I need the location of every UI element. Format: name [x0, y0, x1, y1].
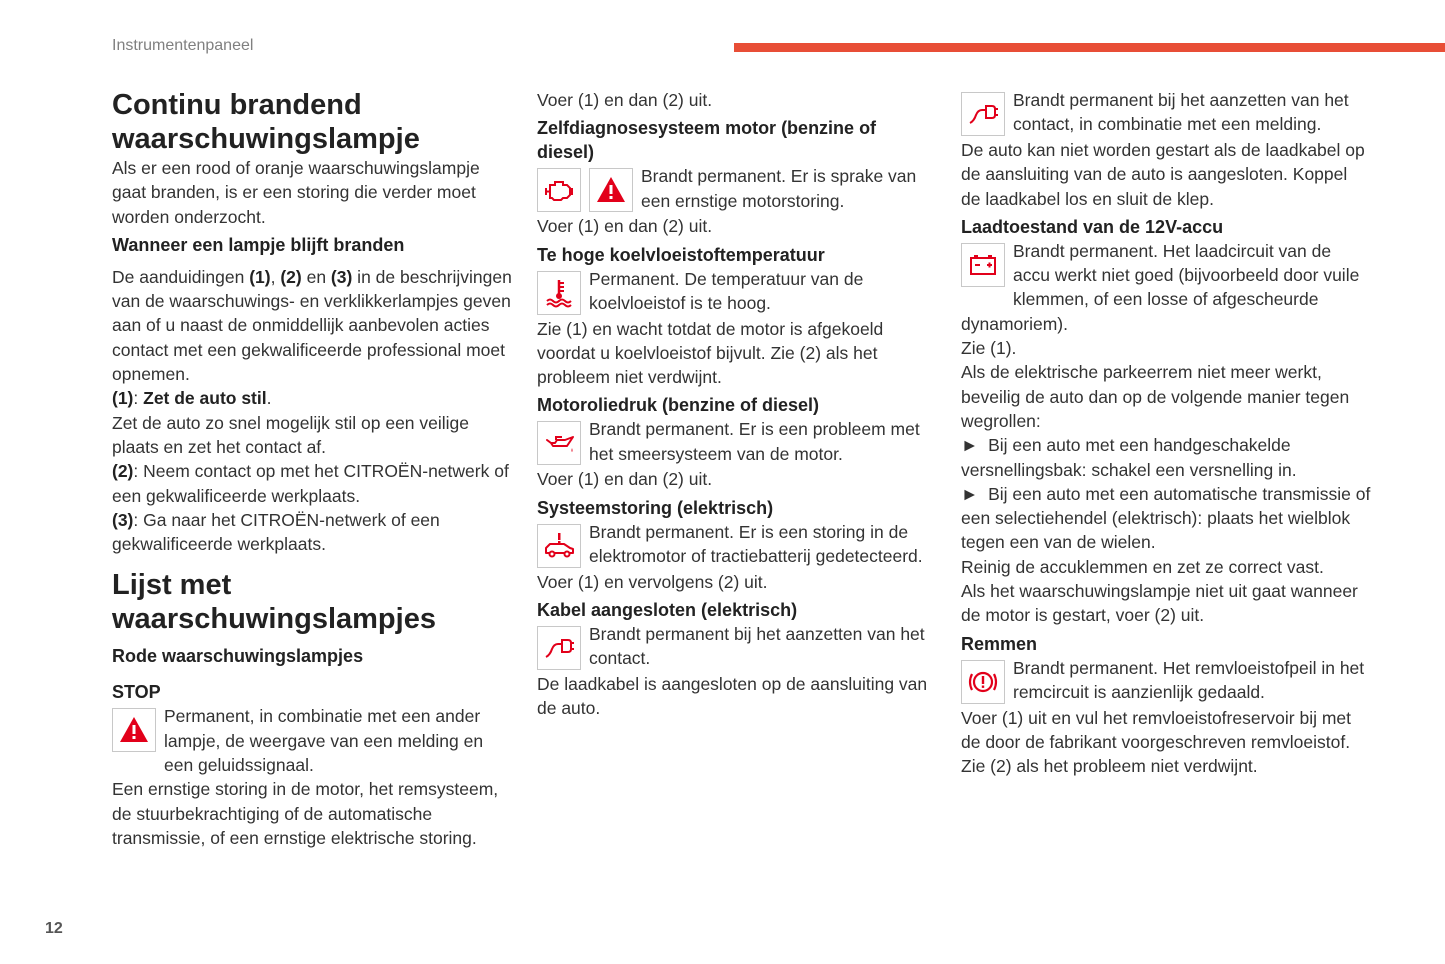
column-left [112, 88, 512, 850]
section-laadtoestand: Laadtoestand van de 12V-accu [961, 216, 1224, 237]
t1-detail: De auto kan niet worden gestart als de laadkabel op de aansluiting van de auto is aangesloten. Koppel de laadkabel los en sluit de klep. [961, 140, 1365, 209]
s4-action: Voer (1) en vervolgens (2) uit. [537, 571, 768, 592]
column-right [961, 88, 1371, 779]
warning-triangle-icon [589, 168, 633, 212]
charging-plug-icon [537, 626, 581, 670]
header-title: Instrumentenpaneel [112, 37, 254, 54]
subheading-lampje-blijft-branden: Wanneer een lampje blijft branden [112, 234, 405, 255]
s6-see: Zie (1). [961, 338, 1017, 359]
section-remmen: Remmen [961, 633, 1038, 654]
page-number: 12 [45, 920, 63, 937]
section-kabel-aangesloten: Kabel aangesloten (elektrisch) [537, 600, 798, 621]
charging-plug-icon [961, 92, 1005, 136]
s1-text: Brandt permanent. Er is sprake van een ernstige motorstoring. [641, 166, 917, 211]
section-motoroliedruk: Motoroliedruk (benzine of diesel) [537, 395, 820, 416]
stop-title: STOP [112, 682, 161, 703]
if-not-text: Als het waarschuwingslampje niet uit gaat wanneer de motor is gestart, voer (2) uit. [961, 581, 1358, 626]
s5-text: Brandt permanent bij het aanzetten van het contact. [589, 624, 925, 669]
column-middle [537, 88, 932, 721]
section-systeemstoring: Systeemstoring (elektrisch) [537, 497, 774, 518]
s6-text: Brandt permanent. Het laadcircuit van de accu werkt niet goed (bijvoorbeeld door vuile klemmen, of een losse of afgescheurde dynamoriem). [961, 240, 1360, 334]
bullet-arrow-icon: ► [961, 435, 979, 456]
col2-top-action: Voer (1) en dan (2) uit. [537, 90, 713, 110]
intro-text: Als er een rood of oranje waarschuwingslampje gaat branden, is er een storing die verder moet worden onderzocht. [112, 158, 480, 227]
s7-text: Brandt permanent. Het remvloeistofpeil in het remcircuit is aanzienlijk gedaald. [1013, 657, 1365, 702]
warning-triangle-icon [112, 708, 156, 752]
battery-icon [961, 243, 1005, 287]
oil-pressure-icon [537, 421, 581, 465]
s2-text: Permanent. De temperatuur van de koelvloeistof is te hoog. [589, 268, 864, 313]
indications-text: De aanduidingen (1), (2) en (3) in de beschrijvingen van de waarschuwings- en verklikkerlampjes geven aan of u naast de onmiddellijk aanbevolen acties contact met een gekwalificeerde professional moet opnemen. [112, 266, 512, 385]
brake-icon [961, 660, 1005, 704]
bullet-2: ► Bij een auto met een automatische transmissie of een selectiehendel (elektrisch): plaats het wielblok tegen een van de wielen. [961, 483, 1371, 553]
clean-text: Reinig de accuklemmen en zet ze correct vast. [961, 556, 1324, 577]
bullet-1: ► Bij een auto met een handgeschakelde versnellingsbak: schakel een versnelling in. [961, 435, 1297, 480]
note-1-text: Zet de auto zo snel mogelijk stil op een veilige plaats en zet het contact af. [112, 412, 470, 457]
section-zelfdiagnose: Zelfdiagnosesysteem motor (benzine of diesel) [537, 118, 877, 163]
section-koelvloeistof: Te hoge koelvloeistoftemperatuur [537, 244, 825, 265]
coolant-temperature-icon [537, 271, 581, 315]
s2-action: Zie (1) en wacht totdat de motor is afgekoeld voordat u koelvloeistof bijvult. Zie (2) als het probleem niet verdwijnt. [537, 318, 884, 388]
stop-detail: Een ernstige storing in de motor, het remsysteem, de stuurbekrachtiging of de automatische transmissie, of een ernstige elektrische storing. [112, 779, 499, 848]
stop-text: Permanent, in combinatie met een ander lampje, de weergave van een melding en een geluidssignaal. [164, 706, 484, 776]
s3-text: Brandt permanent. Er is een probleem met het smeersysteem van de motor. [589, 419, 920, 464]
s5-detail: De laadkabel is aangesloten op de aansluiting van de auto. [537, 674, 928, 719]
s3-action: Voer (1) en dan (2) uit. [537, 469, 713, 490]
heading-lijst-lampjes: Lijst met waarschuwingslampjes [112, 569, 436, 636]
heading-continu-brandend: Continu brandend waarschuwingslampje [112, 89, 420, 155]
car-fault-icon [537, 524, 581, 568]
note-1: (1): Zet de auto stil. [112, 388, 272, 409]
note-2: (2): Neem contact op met het CITROËN-netwerk of een gekwalificeerde werkplaats. [112, 461, 509, 506]
t1-text: Brandt permanent bij het aanzetten van het contact, in combinatie met een melding. [1013, 90, 1349, 135]
header-accent-bar [734, 43, 1445, 52]
s7-action: Voer (1) uit en vul het remvloeistofreservoir bij met de door de fabrikant voorgeschreven remvloeistof. Zie (2) als het probleem niet verdwijnt. [961, 707, 1352, 777]
s4-text: Brandt permanent. Er is een storing in de elektromotor of tractiebatterij gedetecteerd. [589, 521, 923, 567]
engine-icon [537, 168, 581, 212]
s1-action: Voer (1) en dan (2) uit. [537, 216, 713, 237]
s6-park: Als de elektrische parkeerrem niet meer werkt, beveilig de auto dan op de volgende manier tegen wegrollen: [961, 362, 1350, 431]
bullet-arrow-icon: ► [961, 483, 979, 504]
subheading-rode-lampjes: Rode waarschuwingslampjes [112, 646, 364, 667]
note-3: (3): Ga naar het CITROËN-netwerk of een gekwalificeerde werkplaats. [112, 509, 440, 555]
